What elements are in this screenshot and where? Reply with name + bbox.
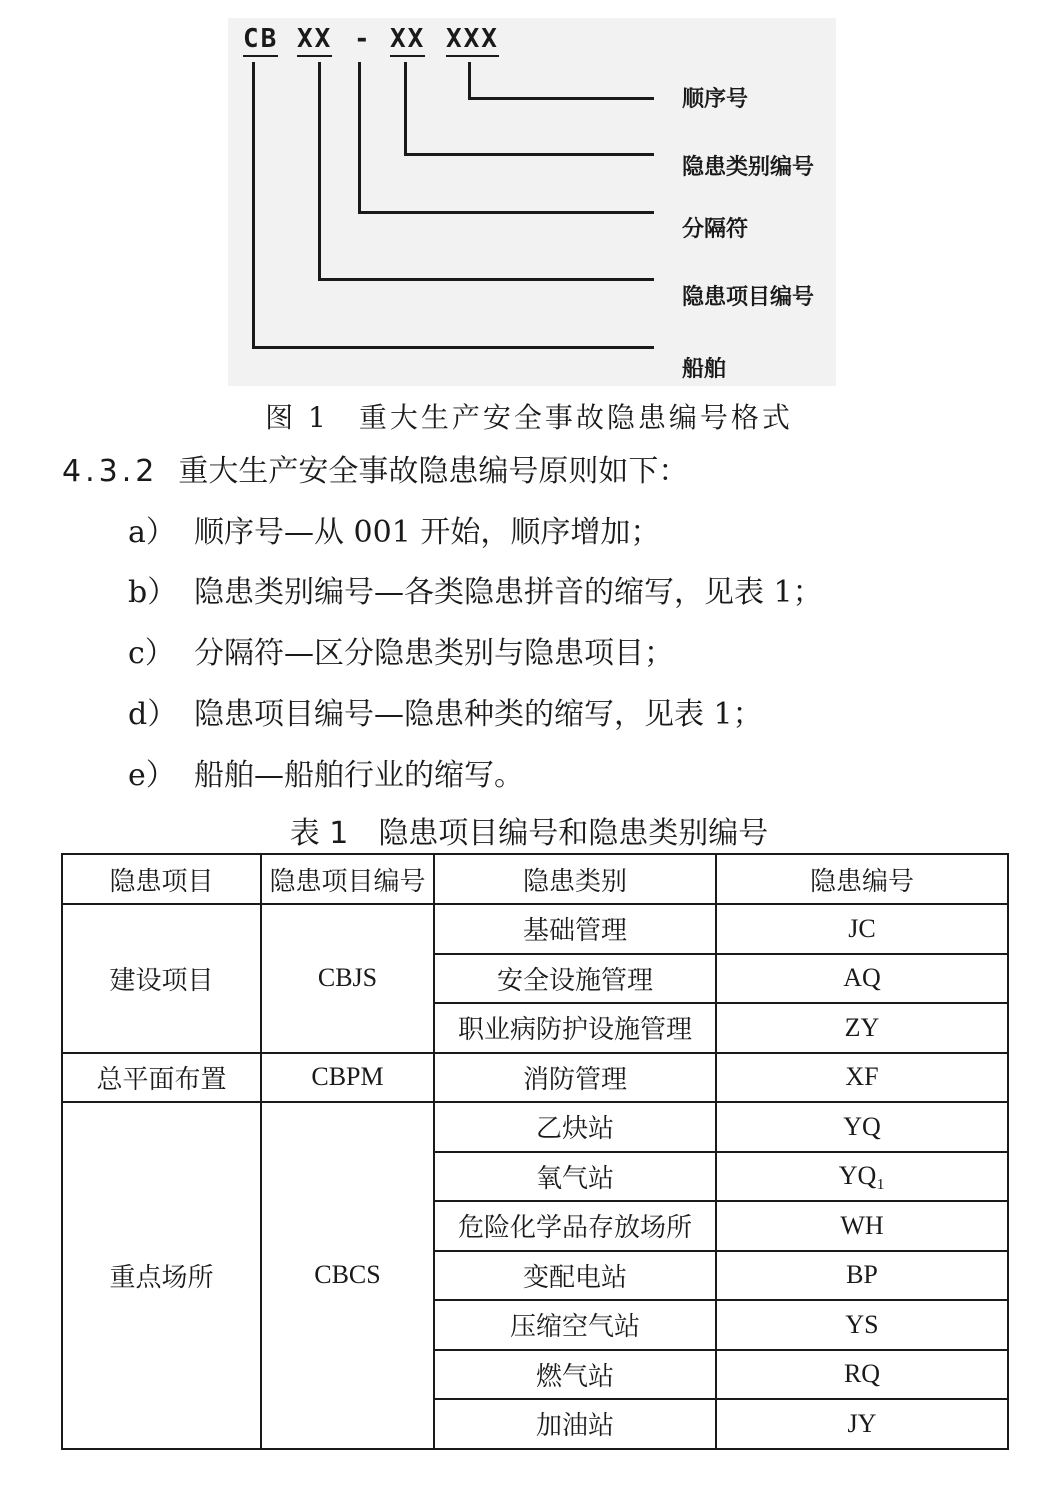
list-marker: c） bbox=[128, 636, 175, 671]
hazard-code-cell: BP bbox=[716, 1251, 1008, 1301]
list-text: 隐患类别编号—各类隐患拼音的缩写，见表 1； bbox=[194, 575, 823, 610]
label-separator: 分隔符 bbox=[682, 217, 749, 242]
header-project-code: 隐患项目编号 bbox=[261, 854, 434, 904]
hazard-code-cell: AQ bbox=[716, 954, 1008, 1004]
category-cell: 职业病防护设施管理 bbox=[434, 1003, 716, 1053]
figure-caption-text: 重大生产安全事故隐患编号格式 bbox=[358, 401, 793, 434]
category-cell: 氧气站 bbox=[434, 1152, 716, 1202]
connector-ship-h bbox=[252, 346, 654, 349]
project-code-cell: CBJS bbox=[261, 904, 434, 1053]
connector-ship-v bbox=[252, 62, 255, 349]
hazard-code-cell: ZY bbox=[716, 1003, 1008, 1053]
section-heading bbox=[62, 446, 688, 490]
category-cell: 消防管理 bbox=[434, 1053, 716, 1103]
table-row bbox=[62, 904, 1008, 954]
hazard-code-cell: YQ₁ bbox=[716, 1152, 1008, 1202]
connector-project-h bbox=[318, 278, 654, 281]
label-sequence-number: 顺序号 bbox=[682, 87, 749, 112]
list-item bbox=[128, 689, 763, 733]
table-title-text: 隐患项目编号和隐患类别编号 bbox=[378, 816, 769, 851]
connector-sequence-v bbox=[468, 62, 471, 100]
list-text: 分隔符—区分隐患类别与隐患项目； bbox=[194, 636, 674, 671]
header-hazard-code: 隐患编号 bbox=[716, 854, 1008, 904]
category-cell: 燃气站 bbox=[434, 1350, 716, 1400]
connector-sequence-h bbox=[468, 97, 654, 100]
list-marker: b） bbox=[128, 575, 178, 610]
list-text: 船舶—船舶行业的缩写。 bbox=[194, 758, 524, 793]
category-cell: 基础管理 bbox=[434, 904, 716, 954]
section-title: 重大生产安全事故隐患编号原则如下： bbox=[178, 454, 689, 489]
list-item bbox=[128, 507, 660, 551]
list-text: 隐患项目编号—隐患种类的缩写，见表 1； bbox=[194, 697, 763, 732]
project-cell: 总平面布置 bbox=[62, 1053, 261, 1103]
project-code-cell: CBCS bbox=[261, 1102, 434, 1449]
code-part-sequence: XXX bbox=[446, 24, 499, 57]
hazard-code-cell: WH bbox=[716, 1201, 1008, 1251]
figure-caption-number: 图 1 bbox=[265, 401, 329, 434]
connector-separator-h bbox=[358, 211, 654, 214]
category-cell: 加油站 bbox=[434, 1399, 716, 1449]
list-item bbox=[128, 750, 524, 794]
hazard-code-cell: XF bbox=[716, 1053, 1008, 1103]
category-cell: 变配电站 bbox=[434, 1251, 716, 1301]
code-part-category: XX bbox=[390, 24, 425, 57]
table-row bbox=[62, 1053, 1008, 1103]
list-item bbox=[128, 628, 674, 672]
list-marker: a） bbox=[128, 515, 176, 550]
hazard-code-table bbox=[61, 853, 1009, 1450]
label-project-code: 隐患项目编号 bbox=[682, 285, 815, 310]
category-cell: 压缩空气站 bbox=[434, 1300, 716, 1350]
table-title bbox=[0, 808, 1058, 852]
code-part-project: XX bbox=[297, 24, 332, 57]
project-cell: 重点场所 bbox=[62, 1102, 261, 1449]
label-ship: 船舶 bbox=[682, 357, 727, 382]
project-code-cell: CBPM bbox=[261, 1053, 434, 1103]
code-part-separator: - bbox=[354, 24, 372, 54]
list-marker: d） bbox=[128, 697, 178, 732]
connector-separator-v bbox=[358, 62, 361, 214]
connector-category-h bbox=[404, 153, 654, 156]
hazard-code-cell: YQ bbox=[716, 1102, 1008, 1152]
connector-project-v bbox=[318, 62, 321, 281]
list-text: 顺序号—从 001 开始，顺序增加； bbox=[194, 515, 661, 550]
list-item bbox=[128, 567, 823, 611]
hazard-code-cell: YS bbox=[716, 1300, 1008, 1350]
header-category: 隐患类别 bbox=[434, 854, 716, 904]
category-cell: 安全设施管理 bbox=[434, 954, 716, 1004]
code-part-ship: CB bbox=[243, 24, 278, 57]
table-title-number: 表 1 bbox=[289, 816, 349, 851]
table-row bbox=[62, 1102, 1008, 1152]
figure-caption bbox=[0, 396, 1058, 436]
table-header-row bbox=[62, 854, 1008, 904]
project-cell: 建设项目 bbox=[62, 904, 261, 1053]
hazard-code-cell: JC bbox=[716, 904, 1008, 954]
category-cell: 乙炔站 bbox=[434, 1102, 716, 1152]
hazard-code-cell: RQ bbox=[716, 1350, 1008, 1400]
hazard-code-cell: JY bbox=[716, 1399, 1008, 1449]
connector-category-v bbox=[404, 62, 407, 156]
label-category-code: 隐患类别编号 bbox=[682, 155, 815, 180]
header-project: 隐患项目 bbox=[62, 854, 261, 904]
section-number: 4.3.2 bbox=[62, 454, 159, 489]
category-cell: 危险化学品存放场所 bbox=[434, 1201, 716, 1251]
list-marker: e） bbox=[128, 758, 176, 793]
